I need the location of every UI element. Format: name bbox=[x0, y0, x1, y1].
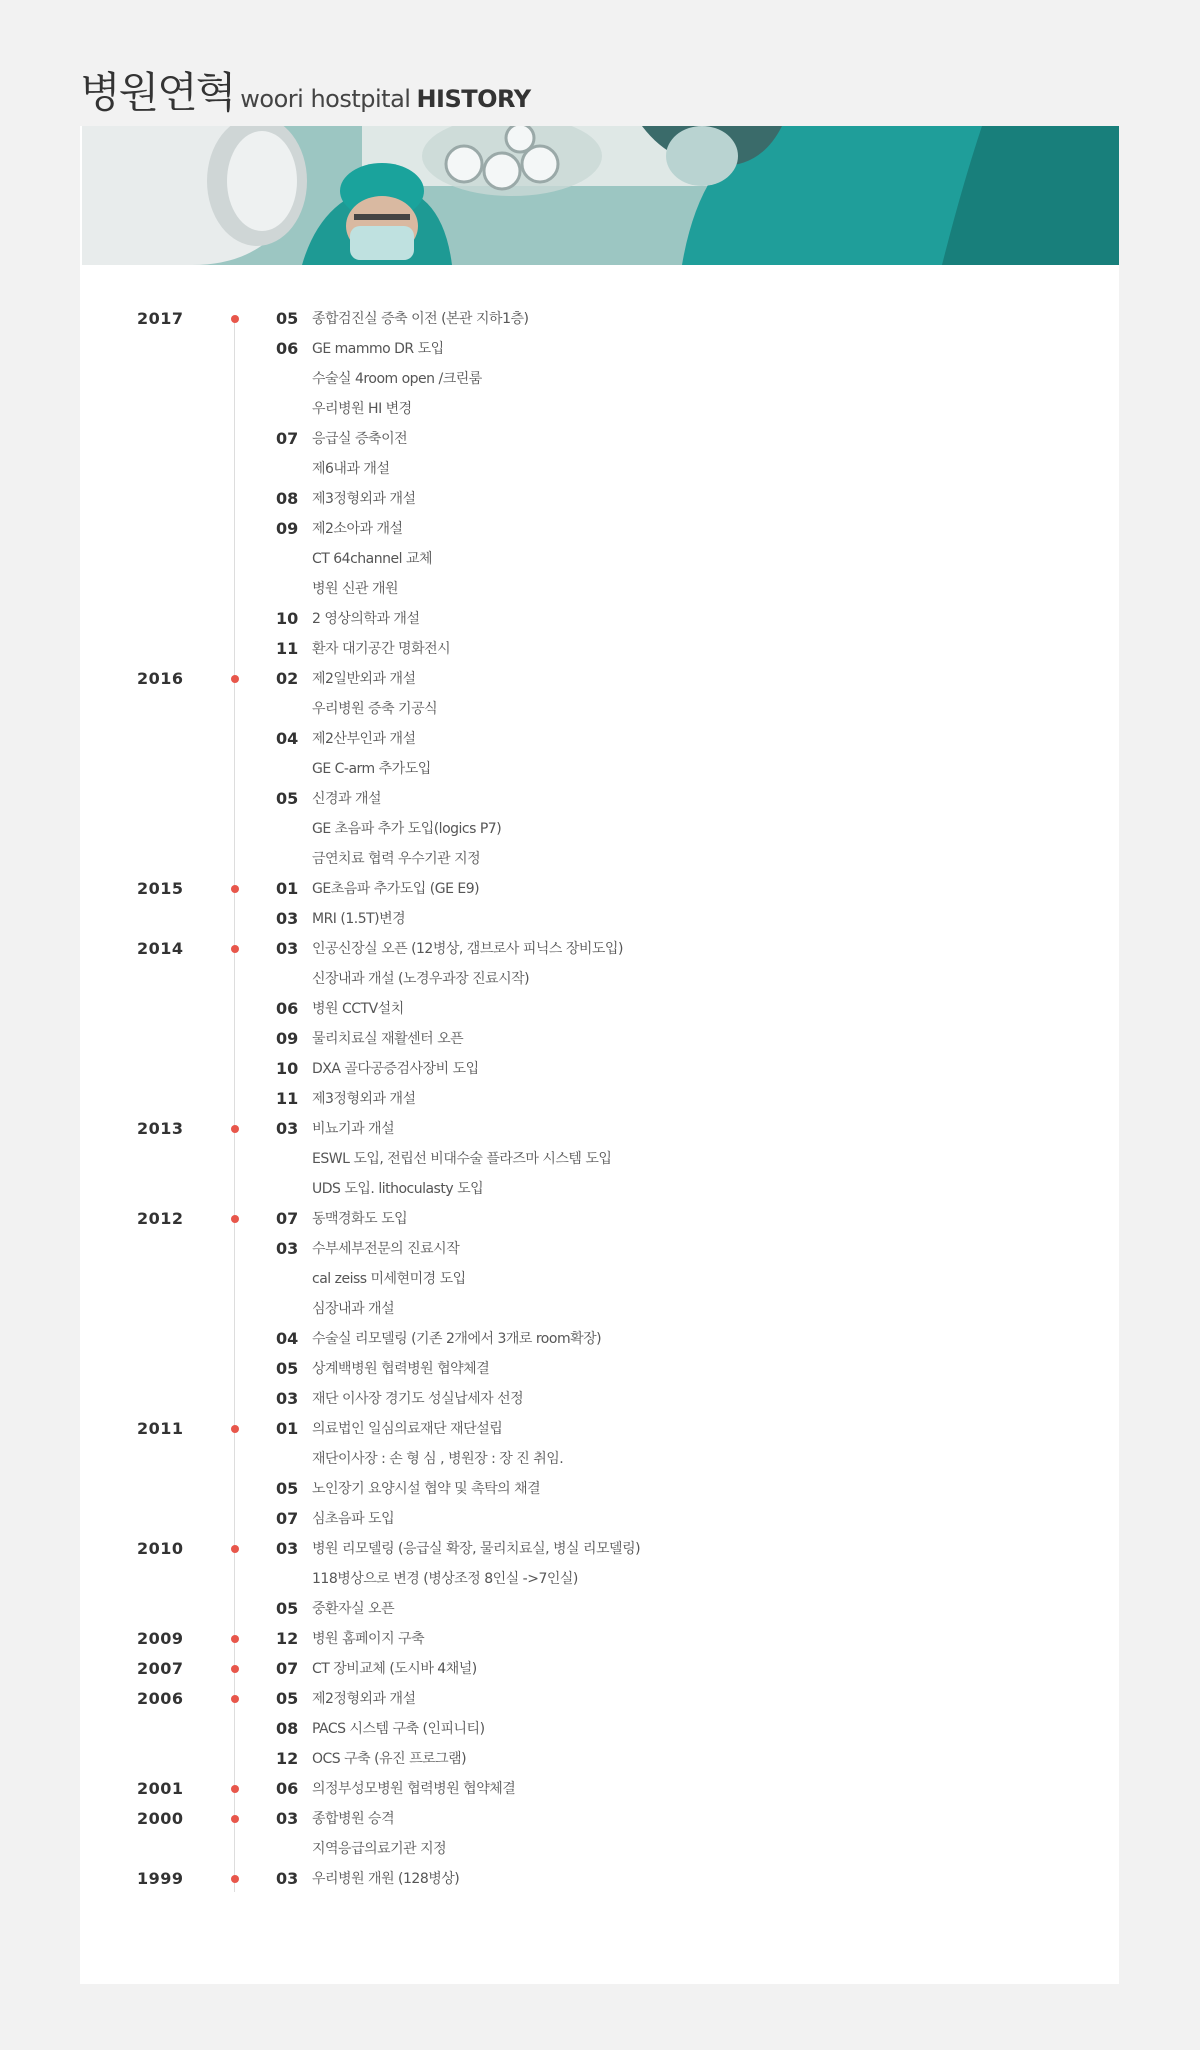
timeline-event-text: 물리치료실 재활센터 오픈 bbox=[312, 1031, 464, 1047]
timeline-month: 03 bbox=[276, 939, 299, 958]
timeline-row bbox=[80, 544, 1080, 574]
timeline-year: 1999 bbox=[137, 1869, 184, 1888]
timeline-year-dot bbox=[231, 1695, 239, 1703]
timeline-row bbox=[80, 1264, 1080, 1294]
timeline-row bbox=[80, 1054, 1080, 1084]
banner-image bbox=[82, 126, 1119, 265]
timeline-event-text: 금연치료 협력 우수기관 지정 bbox=[312, 851, 481, 867]
timeline-event-text: 상계백병원 협력병원 협약체결 bbox=[312, 1361, 490, 1377]
timeline-event-text: CT 장비교체 (도시바 4채널) bbox=[312, 1661, 477, 1677]
timeline-year: 2014 bbox=[137, 939, 184, 958]
timeline-month: 03 bbox=[276, 1389, 299, 1408]
timeline-month: 10 bbox=[276, 1059, 299, 1078]
timeline-row bbox=[80, 1594, 1080, 1624]
timeline-year-dot bbox=[231, 315, 239, 323]
timeline-event-text: 병원 홈페이지 구축 bbox=[312, 1631, 425, 1647]
timeline-row bbox=[80, 1624, 1080, 1654]
timeline-row bbox=[80, 304, 1080, 334]
timeline-row bbox=[80, 934, 1080, 964]
timeline-row bbox=[80, 724, 1080, 754]
timeline-event-text: 종합검진실 증축 이전 (본관 지하1층) bbox=[312, 311, 529, 327]
timeline-row bbox=[80, 1774, 1080, 1804]
timeline-year: 2007 bbox=[137, 1659, 184, 1678]
timeline-year: 2013 bbox=[137, 1119, 184, 1138]
timeline-month: 05 bbox=[276, 1689, 299, 1708]
timeline-month: 05 bbox=[276, 789, 299, 808]
timeline-event-text: DXA 골다공증검사장비 도입 bbox=[312, 1061, 479, 1077]
timeline-row bbox=[80, 394, 1080, 424]
timeline-event-text: 제2일반외과 개설 bbox=[312, 671, 416, 687]
timeline-event-text: 재단이사장 : 손 형 심 , 병원장 : 장 진 취임. bbox=[312, 1451, 564, 1467]
timeline-month: 12 bbox=[276, 1749, 299, 1768]
timeline-event-text: 수술실 4room open /크린룸 bbox=[312, 371, 482, 387]
timeline-row bbox=[80, 574, 1080, 604]
timeline-event-text: 제3정형외과 개설 bbox=[312, 491, 416, 507]
timeline-row bbox=[80, 1444, 1080, 1474]
timeline-event-text: 118병상으로 변경 (병상조정 8인실 ->7인실) bbox=[312, 1571, 578, 1587]
timeline-month: 05 bbox=[276, 1599, 299, 1618]
timeline-row bbox=[80, 1234, 1080, 1264]
timeline-row bbox=[80, 1714, 1080, 1744]
timeline-event-text: 동맥경화도 도입 bbox=[312, 1211, 408, 1227]
page-title-korean: 병원연혁 bbox=[80, 68, 235, 117]
timeline-event-text: 병원 CCTV설치 bbox=[312, 1001, 404, 1017]
timeline-event-text: OCS 구축 (유진 프로그램) bbox=[312, 1751, 467, 1767]
timeline-row bbox=[80, 1114, 1080, 1144]
timeline-year: 2000 bbox=[137, 1809, 184, 1828]
timeline-year-dot bbox=[231, 885, 239, 893]
timeline-month: 07 bbox=[276, 429, 299, 448]
page-title-english: woori hostpital bbox=[240, 85, 411, 113]
timeline-row bbox=[80, 1654, 1080, 1684]
timeline-row bbox=[80, 1084, 1080, 1114]
timeline-event-text: MRI (1.5T)변경 bbox=[312, 911, 406, 927]
timeline-event-text: 응급실 증축이전 bbox=[312, 431, 408, 447]
timeline-row bbox=[80, 514, 1080, 544]
timeline-row bbox=[80, 1324, 1080, 1354]
timeline-month: 10 bbox=[276, 609, 299, 628]
timeline-event-text: 심초음파 도입 bbox=[312, 1511, 395, 1527]
timeline-row bbox=[80, 1384, 1080, 1414]
timeline-event-text: 중환자실 오픈 bbox=[312, 1601, 395, 1617]
timeline-month: 11 bbox=[276, 639, 299, 658]
timeline-event-text: 노인장기 요양시설 협약 및 촉탁의 채결 bbox=[312, 1481, 541, 1497]
timeline-event-text: GE C-arm 추가도입 bbox=[312, 761, 431, 777]
timeline-event-text: PACS 시스템 구축 (인피니티) bbox=[312, 1721, 485, 1737]
timeline-row bbox=[80, 694, 1080, 724]
timeline-month: 07 bbox=[276, 1209, 299, 1228]
timeline-year-dot bbox=[231, 1425, 239, 1433]
page-title-history: HISTORY bbox=[416, 85, 531, 113]
timeline-row bbox=[80, 1864, 1080, 1894]
timeline-event-text: 환자 대기공간 명화전시 bbox=[312, 641, 451, 657]
timeline-year-dot bbox=[231, 945, 239, 953]
timeline-event-text: 수부세부전문의 진료시작 bbox=[312, 1241, 460, 1257]
timeline-row bbox=[80, 1174, 1080, 1204]
timeline-event-text: 의료법인 일심의료재단 재단설립 bbox=[312, 1421, 503, 1437]
timeline-row bbox=[80, 604, 1080, 634]
timeline-year: 2017 bbox=[137, 309, 184, 328]
timeline-year-dot bbox=[231, 1875, 239, 1883]
timeline-row bbox=[80, 904, 1080, 934]
timeline-month: 05 bbox=[276, 1479, 299, 1498]
timeline-month: 08 bbox=[276, 1719, 299, 1738]
timeline-year-dot bbox=[231, 1215, 239, 1223]
timeline-row bbox=[80, 1804, 1080, 1834]
timeline-event-text: 수술실 리모델링 (기존 2개에서 3개로 room확장) bbox=[312, 1331, 602, 1347]
timeline-event-text: 우리병원 HI 변경 bbox=[312, 401, 412, 417]
timeline-event-text: 종합병원 승격 bbox=[312, 1811, 395, 1827]
timeline-event-text: 2 영상의학과 개설 bbox=[312, 611, 420, 627]
timeline-row bbox=[80, 1354, 1080, 1384]
timeline-event-text: 우리병원 증축 기공식 bbox=[312, 701, 438, 717]
timeline-month: 04 bbox=[276, 729, 299, 748]
timeline-event-text: 지역응급의료기관 지정 bbox=[312, 1841, 447, 1857]
timeline-month: 03 bbox=[276, 1869, 299, 1888]
timeline-year-dot bbox=[231, 1815, 239, 1823]
timeline-row bbox=[80, 1024, 1080, 1054]
timeline-year: 2009 bbox=[137, 1629, 184, 1648]
timeline-row bbox=[80, 1834, 1080, 1864]
timeline-row bbox=[80, 964, 1080, 994]
timeline-year: 2010 bbox=[137, 1539, 184, 1558]
timeline-event-text: GE초음파 추가도입 (GE E9) bbox=[312, 881, 480, 897]
timeline-row bbox=[80, 1504, 1080, 1534]
timeline-event-text: 제2산부인과 개설 bbox=[312, 731, 416, 747]
history-card bbox=[80, 126, 1119, 1984]
timeline-row bbox=[80, 1294, 1080, 1324]
timeline-row bbox=[80, 754, 1080, 784]
timeline-row bbox=[80, 484, 1080, 514]
timeline-month: 09 bbox=[276, 519, 299, 538]
timeline-event-text: 심장내과 개설 bbox=[312, 1301, 395, 1317]
timeline-month: 11 bbox=[276, 1089, 299, 1108]
timeline-month: 09 bbox=[276, 1029, 299, 1048]
timeline-year: 2001 bbox=[137, 1779, 184, 1798]
timeline-year: 2015 bbox=[137, 879, 184, 898]
timeline-month: 08 bbox=[276, 489, 299, 508]
timeline-event-text: 재단 이사장 경기도 성실납세자 선정 bbox=[312, 1391, 524, 1407]
timeline-row bbox=[80, 664, 1080, 694]
timeline-row bbox=[80, 1564, 1080, 1594]
timeline-month: 04 bbox=[276, 1329, 299, 1348]
timeline-row bbox=[80, 424, 1080, 454]
timeline-event-text: ESWL 도입, 전립선 비대수술 플라즈마 시스템 도입 bbox=[312, 1151, 612, 1167]
timeline-year-dot bbox=[231, 675, 239, 683]
timeline-row bbox=[80, 784, 1080, 814]
timeline-row bbox=[80, 814, 1080, 844]
timeline-row bbox=[80, 454, 1080, 484]
timeline-month: 06 bbox=[276, 1779, 299, 1798]
timeline-year-dot bbox=[231, 1665, 239, 1673]
timeline-month: 03 bbox=[276, 1239, 299, 1258]
timeline-event-text: GE 초음파 추가 도입(logics P7) bbox=[312, 821, 502, 837]
timeline-row bbox=[80, 874, 1080, 904]
timeline-event-text: 비뇨기과 개설 bbox=[312, 1121, 395, 1137]
timeline-event-text: UDS 도입. lithoculasty 도입 bbox=[312, 1181, 484, 1197]
timeline-event-text: 신장내과 개설 (노경우과장 진료시작) bbox=[312, 971, 530, 987]
timeline-event-text: 병원 신관 개원 bbox=[312, 581, 399, 597]
timeline-row bbox=[80, 1684, 1080, 1714]
timeline-row bbox=[80, 1534, 1080, 1564]
timeline-month: 05 bbox=[276, 1359, 299, 1378]
timeline-event-text: 제2정형외과 개설 bbox=[312, 1691, 416, 1707]
timeline-year: 2011 bbox=[137, 1419, 184, 1438]
timeline-month: 01 bbox=[276, 1419, 299, 1438]
timeline-row bbox=[80, 334, 1080, 364]
timeline-month: 02 bbox=[276, 669, 299, 688]
timeline-event-text: 인공신장실 오픈 (12병상, 갬브로사 피닉스 장비도입) bbox=[312, 941, 623, 957]
timeline-row bbox=[80, 634, 1080, 664]
timeline-year-dot bbox=[231, 1125, 239, 1133]
timeline-month: 12 bbox=[276, 1629, 299, 1648]
timeline-event-text: GE mammo DR 도입 bbox=[312, 341, 444, 357]
timeline-month: 01 bbox=[276, 879, 299, 898]
timeline-event-text: 제2소아과 개설 bbox=[312, 521, 403, 537]
timeline-year: 2006 bbox=[137, 1689, 184, 1708]
timeline-event-text: 의정부성모병원 협력병원 협약체결 bbox=[312, 1781, 516, 1797]
timeline-year: 2016 bbox=[137, 669, 184, 688]
timeline-row bbox=[80, 364, 1080, 394]
timeline-month: 07 bbox=[276, 1509, 299, 1528]
timeline-row bbox=[80, 1204, 1080, 1234]
timeline-row bbox=[80, 994, 1080, 1024]
timeline-event-text: 신경과 개설 bbox=[312, 791, 382, 807]
timeline-month: 06 bbox=[276, 339, 299, 358]
timeline-month: 03 bbox=[276, 1539, 299, 1558]
timeline-event-text: 제3정형외과 개설 bbox=[312, 1091, 416, 1107]
timeline-event-text: 우리병원 개원 (128병상) bbox=[312, 1871, 460, 1887]
timeline-row bbox=[80, 1414, 1080, 1444]
timeline-month: 03 bbox=[276, 1809, 299, 1828]
timeline-year: 2012 bbox=[137, 1209, 184, 1228]
page-title bbox=[80, 60, 531, 120]
timeline-year-dot bbox=[231, 1785, 239, 1793]
timeline-event-text: 제6내과 개설 bbox=[312, 461, 390, 477]
timeline-event-text: cal zeiss 미세현미경 도입 bbox=[312, 1271, 466, 1287]
timeline-event-text: 병원 리모델링 (응급실 확장, 물리치료실, 병실 리모델링) bbox=[312, 1541, 641, 1557]
timeline-row bbox=[80, 1744, 1080, 1774]
timeline-month: 05 bbox=[276, 309, 299, 328]
timeline-row bbox=[80, 1474, 1080, 1504]
timeline-year-dot bbox=[231, 1545, 239, 1553]
timeline-month: 06 bbox=[276, 999, 299, 1018]
timeline-event-text: CT 64channel 교체 bbox=[312, 551, 432, 567]
timeline-row bbox=[80, 1144, 1080, 1174]
timeline-month: 07 bbox=[276, 1659, 299, 1678]
operating-room-illustration bbox=[82, 126, 1119, 265]
timeline-row bbox=[80, 844, 1080, 874]
timeline-month: 03 bbox=[276, 1119, 299, 1138]
timeline-year-dot bbox=[231, 1635, 239, 1643]
timeline-month: 03 bbox=[276, 909, 299, 928]
